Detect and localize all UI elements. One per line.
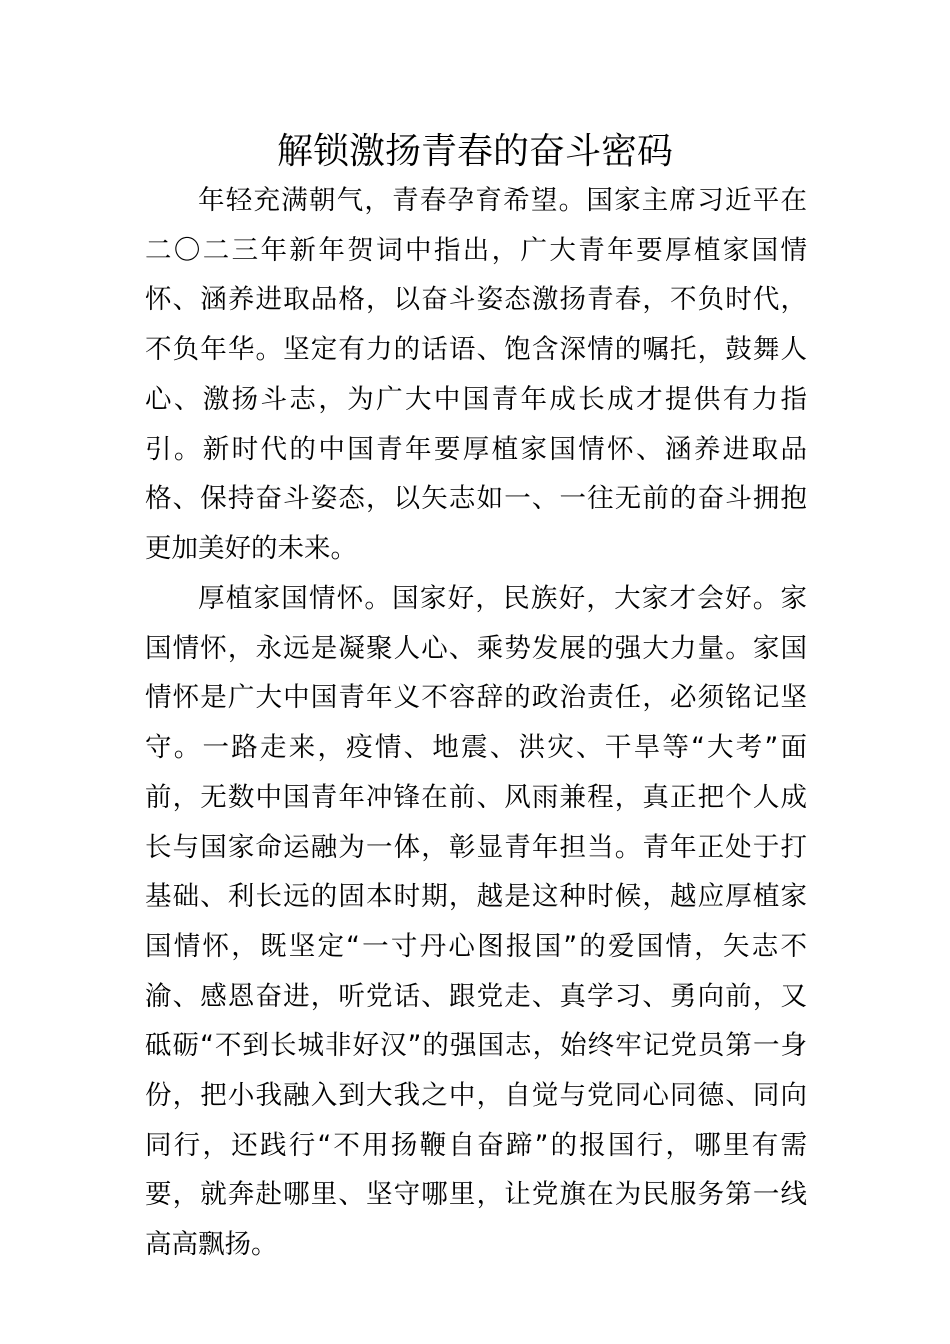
paragraph-intro: 年轻充满朝气，青春孕育希望。国家主席习近平在二〇二三年新年贺词中指出，广大青年要厚植家国情怀、涵养进取品格，以奋斗姿态激扬青春，不负时代，不负年华。坚定有力的话语、饱含深情的嘱托，鼓舞人心、激扬斗志，为广大中国青年成长成才提供有力指引。新时代的中国青年要厚植家国情怀、涵养进取品格、保持奋斗姿态，以矢志如一、一往无前的奋斗拥抱更加美好的未来。	[145, 185, 807, 564]
paragraph-patriotism: 厚植家国情怀。国家好，民族好，大家才会好。家国情怀，永远是凝聚人心、乘势发展的强大力量。家国情怀是广大中国青年义不容辞的政治责任，必须铭记坚守。一路走来，疫情、地震、洪灾、干旱等“大考”面前，无数中国青年冲锋在前、风雨兼程，真正把个人成长与国家命运融为一体，彰显青年担当。青年正处于打基础、利长远的固本时期，越是这种时候，越应厚植家国情怀，既坚定“一寸丹心图报国”的爱国情，矢志不渝、感恩奋进，听党话、跟党走、真学习、勇向前，又砥砺“不到长城非好汉”的强国志，始终牢记党员第一身份，把小我融入到大我之中，自觉与党同心同德、同向同行，还践行“不用扬鞭自奋蹄”的报国行，哪里有需要，就奔赴哪里、坚守哪里，让党旗在为民服务第一线高高飘扬。	[145, 583, 807, 1261]
document-title: 解锁激扬青春的奋斗密码	[276, 131, 673, 172]
